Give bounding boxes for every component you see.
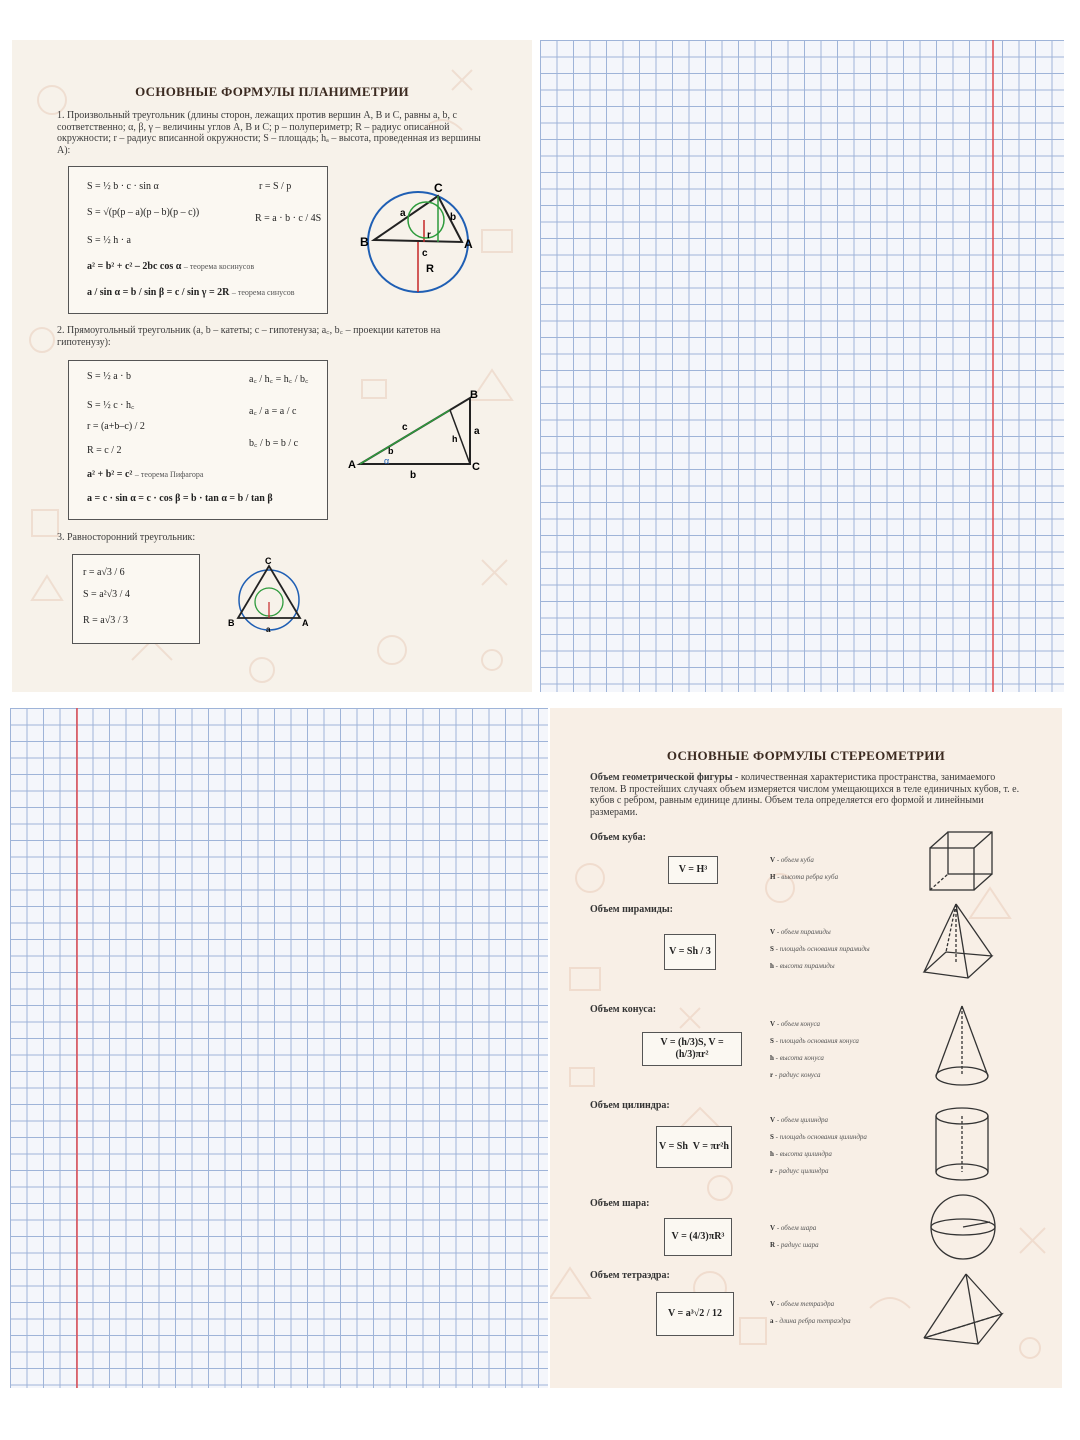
cylinder-figure (932, 1106, 992, 1186)
svg-text:α: α (384, 456, 390, 466)
cone-legend: V - объем конуса S - площадь основания конуса h - высота конуса r - радиус конуса (770, 1020, 859, 1079)
formula-projection-1: a꜀ / h꜀ = h꜀ / b꜀ (249, 374, 309, 385)
equilateral-triangle-diagram (224, 554, 314, 634)
svg-text:b: b (410, 470, 417, 478)
section-1-intro: 1. Произвольный треугольник (длины сторон, лежащих против вершин A, B и C, равны a, b, c соответственно; α, β, γ – величины углов A, B и C; p – полупериметр; R – радиус описанной окружности; r – радиус вписанной окружности; S – площадь; hₐ – высота, проведенная из вершины A): (57, 110, 481, 156)
tetrahedron-formula: V = a³√2 / 12 (656, 1292, 734, 1336)
svg-text:a: a (266, 625, 271, 634)
tetrahedron-figure (918, 1268, 1008, 1348)
sphere-figure (928, 1192, 998, 1262)
cylinder-label: Объем цилиндра: (590, 1100, 670, 1111)
svg-text:B: B (360, 235, 369, 249)
formula-right-trig: a = c · sin α = c · cos β = b · tan α = b / tan β (87, 493, 273, 504)
formula-law-of-sines: a / sin α = b / sin β = c / sin γ = 2R – теорема синусов (87, 287, 295, 298)
svg-text:A: A (348, 459, 356, 471)
svg-text:R: R (426, 263, 434, 275)
cylinder-formula: V = Sh V = πr²h (656, 1126, 732, 1168)
tetrahedron-legend: V - объем тетраэдра a - длина ребра тетраэдра (770, 1300, 851, 1325)
cube-legend: V - объем куба H - высота ребра куба (770, 856, 839, 881)
planimetry-page (12, 40, 532, 692)
svg-text:h: h (452, 434, 458, 444)
formula-area-height: S = ½ h · a (87, 235, 131, 246)
section-2-intro: 2. Прямоугольный треугольник (a, b – катеты; c – гипотенуза; a꜀, b꜀ – проекции катетов на гипотенузу): (57, 325, 441, 348)
cylinder-legend: V - объем цилиндра S - площадь основания цилиндра h - высота цилиндра r - радиус цилиндра (770, 1116, 867, 1175)
pyramid-formula: V = Sh / 3 (664, 934, 716, 970)
formula-right-inradius: r = (a+b–c) / 2 (87, 421, 145, 432)
cone-label: Объем конуса: (590, 1004, 657, 1015)
pyramid-label: Объем пирамиды: (590, 904, 673, 915)
formula-heron: S = √(p(p – a)(p – b)(p – c)) (87, 207, 200, 218)
svg-text:A: A (464, 237, 473, 251)
svg-text:b: b (450, 212, 457, 223)
margin-line (76, 708, 78, 1388)
margin-line (992, 40, 994, 692)
intro-text: - количественная характеристика пространства, занимаемого телом. В простейших случаях объем измеряется числом умещающихся в теле единичных кубов, т. е. кубов с ребром, равным единице длины. Объем тела определяется его формой и линейными размерами. (590, 772, 1020, 818)
page-intro (590, 772, 1025, 818)
svg-text:c: c (402, 422, 408, 433)
svg-text:b: b (388, 446, 394, 456)
intro-term: Объем геометрической фигуры (590, 772, 733, 783)
right-triangle-diagram (346, 388, 486, 478)
page-title: ОСНОВНЫЕ ФОРМУЛЫ СТЕРЕОМЕТРИИ (666, 748, 946, 763)
svg-text:a: a (474, 426, 480, 437)
svg-text:B: B (228, 618, 235, 628)
svg-text:A: A (302, 618, 309, 628)
formula-right-circumradius: R = c / 2 (87, 445, 122, 456)
formula-law-of-cosines: a² = b² + c² – 2bc cos α – теорема косинусов (87, 261, 255, 272)
formula-eq-inradius: r = a√3 / 6 (83, 567, 125, 578)
formula-right-area-legs: S = ½ a · b (87, 371, 131, 382)
svg-text:r: r (427, 230, 431, 241)
formula-projection-2: a꜀ / a = a / c (249, 406, 297, 417)
page-title: ОСНОВНЫЕ ФОРМУЛЫ ПЛАНИМЕТРИИ (135, 84, 409, 99)
formula-box-arbitrary-triangle (68, 166, 328, 314)
svg-text:C: C (265, 556, 272, 566)
formula-box-right-triangle (68, 360, 328, 520)
grid-page-bottom-left (10, 708, 548, 1388)
cube-formula: V = H³ (668, 856, 718, 884)
tetrahedron-label: Объем тетраэдра: (590, 1270, 670, 1281)
section-3-intro: 3. Равносторонний треугольник: (57, 532, 196, 543)
pyramid-figure (916, 898, 996, 982)
grid-page-top-right (540, 40, 1064, 692)
cube-label: Объем куба: (590, 832, 646, 843)
svg-text:C: C (472, 461, 480, 473)
arbitrary-triangle-diagram (352, 180, 482, 300)
formula-right-area-hyp: S = ½ c · h꜀ (87, 400, 135, 411)
stereometry-page (550, 708, 1062, 1388)
formula-inradius: r = S / p (259, 181, 292, 192)
formula-pythagoras: a² + b² = c² – теорема Пифагора (87, 469, 204, 480)
formula-projection-3: b꜀ / b = b / c (249, 438, 299, 449)
formula-area-sine: S = ½ b · c · sin α (87, 181, 159, 192)
sphere-formula: V = (4/3)πR³ (664, 1218, 732, 1256)
cone-figure (932, 1002, 992, 1092)
sphere-label: Объем шара: (590, 1198, 650, 1209)
svg-text:B: B (470, 389, 478, 401)
formula-eq-circumradius: R = a√3 / 3 (83, 615, 129, 626)
sphere-legend: V - объем шара R - радиус шара (770, 1224, 819, 1249)
svg-text:c: c (422, 248, 428, 259)
pyramid-legend: V - объем пирамиды S - площадь основания пирамиды h - высота пирамиды (770, 928, 870, 970)
svg-text:a: a (400, 208, 406, 219)
formula-box-equilateral (72, 554, 200, 644)
svg-text:C: C (434, 181, 443, 195)
formula-eq-area: S = a²√3 / 4 (83, 589, 130, 600)
cone-formula: V = (h/3)S, V = (h/3)πr² (642, 1032, 742, 1066)
cube-figure (924, 826, 1004, 896)
formula-circumradius: R = a · b · c / 4S (255, 213, 322, 224)
